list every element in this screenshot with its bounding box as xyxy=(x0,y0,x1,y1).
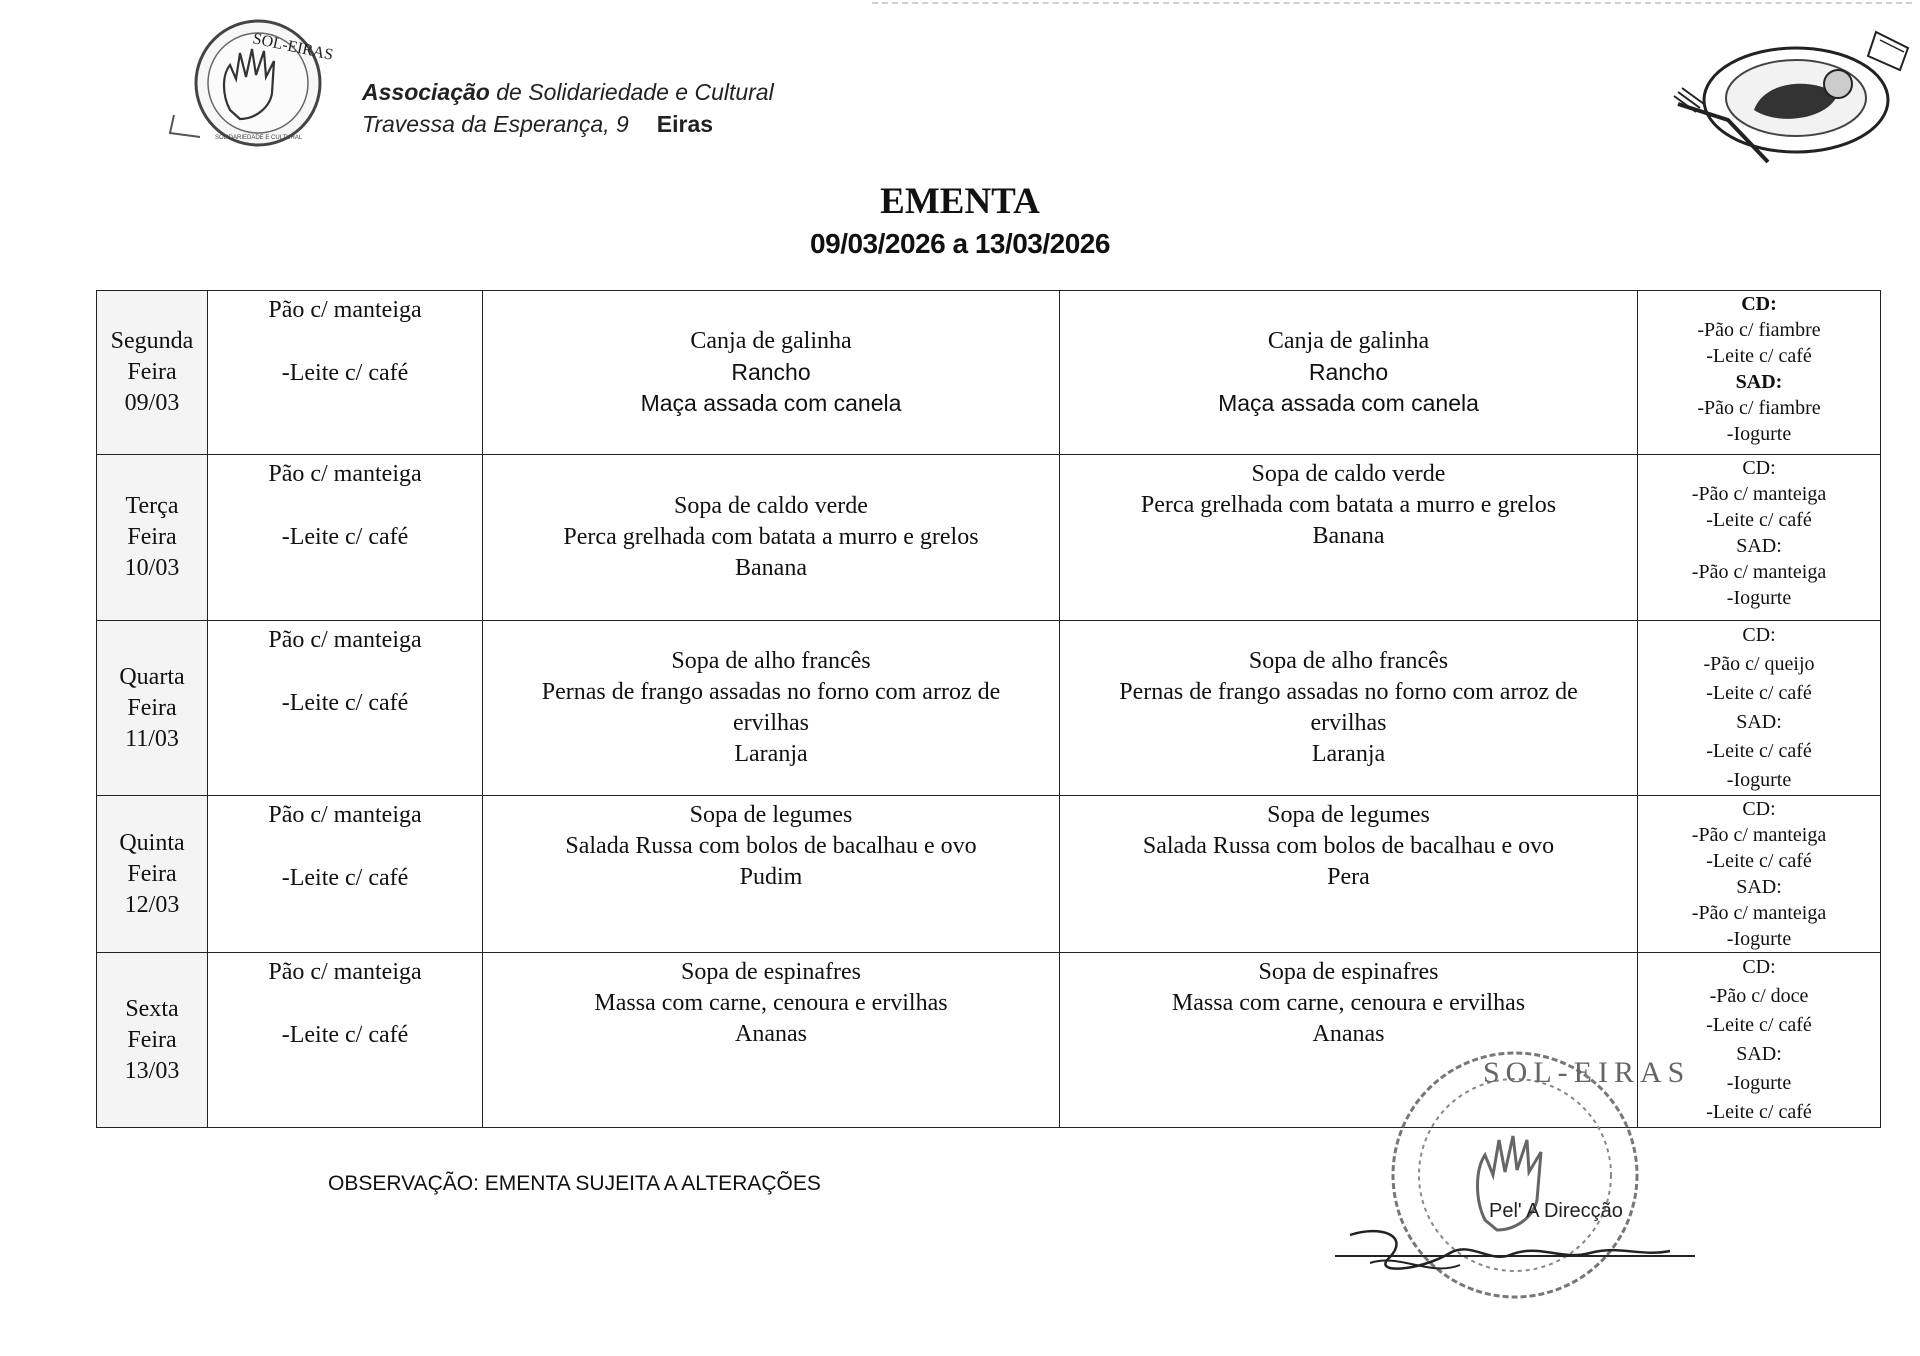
dinner-cell: Canja de galinha Rancho Maça assada com canela xyxy=(1060,291,1638,455)
logo-text: SOL-EIRAS xyxy=(251,30,335,64)
snack-cell: CD: -Pão c/ manteiga -Leite c/ café SAD: -Pão c/ manteiga -Iogurte xyxy=(1638,796,1881,953)
lunch-cell: Canja de galinha Rancho Maça assada com canela xyxy=(483,291,1060,455)
organization-name: Associação de Solidariedade e Cultural xyxy=(362,79,774,105)
stamp-text: SOL-EIRAS xyxy=(1483,1056,1691,1089)
day-cell: Terça Feira 10/03 xyxy=(97,455,208,621)
observation-note: OBSERVAÇÃO: EMENTA SUJEITA A ALTERAÇÕES xyxy=(328,1172,821,1195)
lunch-cell: Sopa de caldo verde Perca grelhada com batata a murro e grelos Banana xyxy=(483,455,1060,621)
menu-row xyxy=(97,455,1881,621)
day-cell: Sexta Feira 13/03 xyxy=(97,953,208,1128)
page-title: EMENTA xyxy=(880,181,1040,222)
lunch-cell: Sopa de espinafres Massa com carne, cenoura e ervilhas Ananas xyxy=(483,953,1060,1128)
dinner-cell: Sopa de caldo verde Perca grelhada com batata a murro e grelos Banana xyxy=(1060,455,1638,621)
organization-address: Travessa da Esperança, 9 Eiras xyxy=(362,111,714,137)
plate-illustration xyxy=(1668,12,1913,172)
menu-row xyxy=(97,291,1881,455)
breakfast-cell: Pão c/ manteiga -Leite c/ café xyxy=(208,953,483,1128)
signature-label: Pel' A Direcção xyxy=(1489,1200,1623,1222)
breakfast-cell: Pão c/ manteiga -Leite c/ café xyxy=(208,455,483,621)
dinner-cell: Sopa de alho francês Pernas de frango assadas no forno com arroz de ervilhas Laranja xyxy=(1060,621,1638,796)
logo-subtext: SOLIDARIEDADE E CULTURAL xyxy=(215,135,303,141)
day-cell: Quinta Feira 12/03 xyxy=(97,796,208,953)
snack-cell: CD: -Pão c/ doce -Leite c/ café SAD: -Iogurte -Leite c/ café xyxy=(1638,953,1881,1128)
breakfast-cell: Pão c/ manteiga -Leite c/ café xyxy=(208,796,483,953)
top-scan-edge xyxy=(872,2,1912,4)
day-cell: Segunda Feira 09/03 xyxy=(97,291,208,455)
day-cell: Quarta Feira 11/03 xyxy=(97,621,208,796)
lunch-cell: Sopa de alho francês Pernas de frango assadas no forno com arroz de ervilhas Laranja xyxy=(483,621,1060,796)
organization-logo xyxy=(160,15,340,155)
menu-row xyxy=(97,796,1881,953)
snack-cell: CD: -Pão c/ queijo -Leite c/ café SAD: -Leite c/ café -Iogurte xyxy=(1638,621,1881,796)
breakfast-cell: Pão c/ manteiga -Leite c/ café xyxy=(208,291,483,455)
menu-row xyxy=(97,621,1881,796)
breakfast-cell: Pão c/ manteiga -Leite c/ café xyxy=(208,621,483,796)
date-range: 09/03/2026 a 13/03/2026 xyxy=(810,228,1110,259)
dinner-cell: Sopa de espinafres Massa com carne, cenoura e ervilhas Ananas xyxy=(1060,953,1638,1128)
signature-line xyxy=(1335,1255,1695,1257)
snack-cell: CD: -Pão c/ manteiga -Leite c/ café SAD: -Pão c/ manteiga -Iogurte xyxy=(1638,455,1881,621)
dinner-cell: Sopa de legumes Salada Russa com bolos de bacalhau e ovo Pera xyxy=(1060,796,1638,953)
lunch-cell: Sopa de legumes Salada Russa com bolos de bacalhau e ovo Pudim xyxy=(483,796,1060,953)
snack-cell: CD: -Pão c/ fiambre -Leite c/ café SAD: -Pão c/ fiambre -Iogurte xyxy=(1638,291,1881,455)
organization-header xyxy=(362,76,774,140)
weekly-menu-table xyxy=(96,290,1881,1128)
